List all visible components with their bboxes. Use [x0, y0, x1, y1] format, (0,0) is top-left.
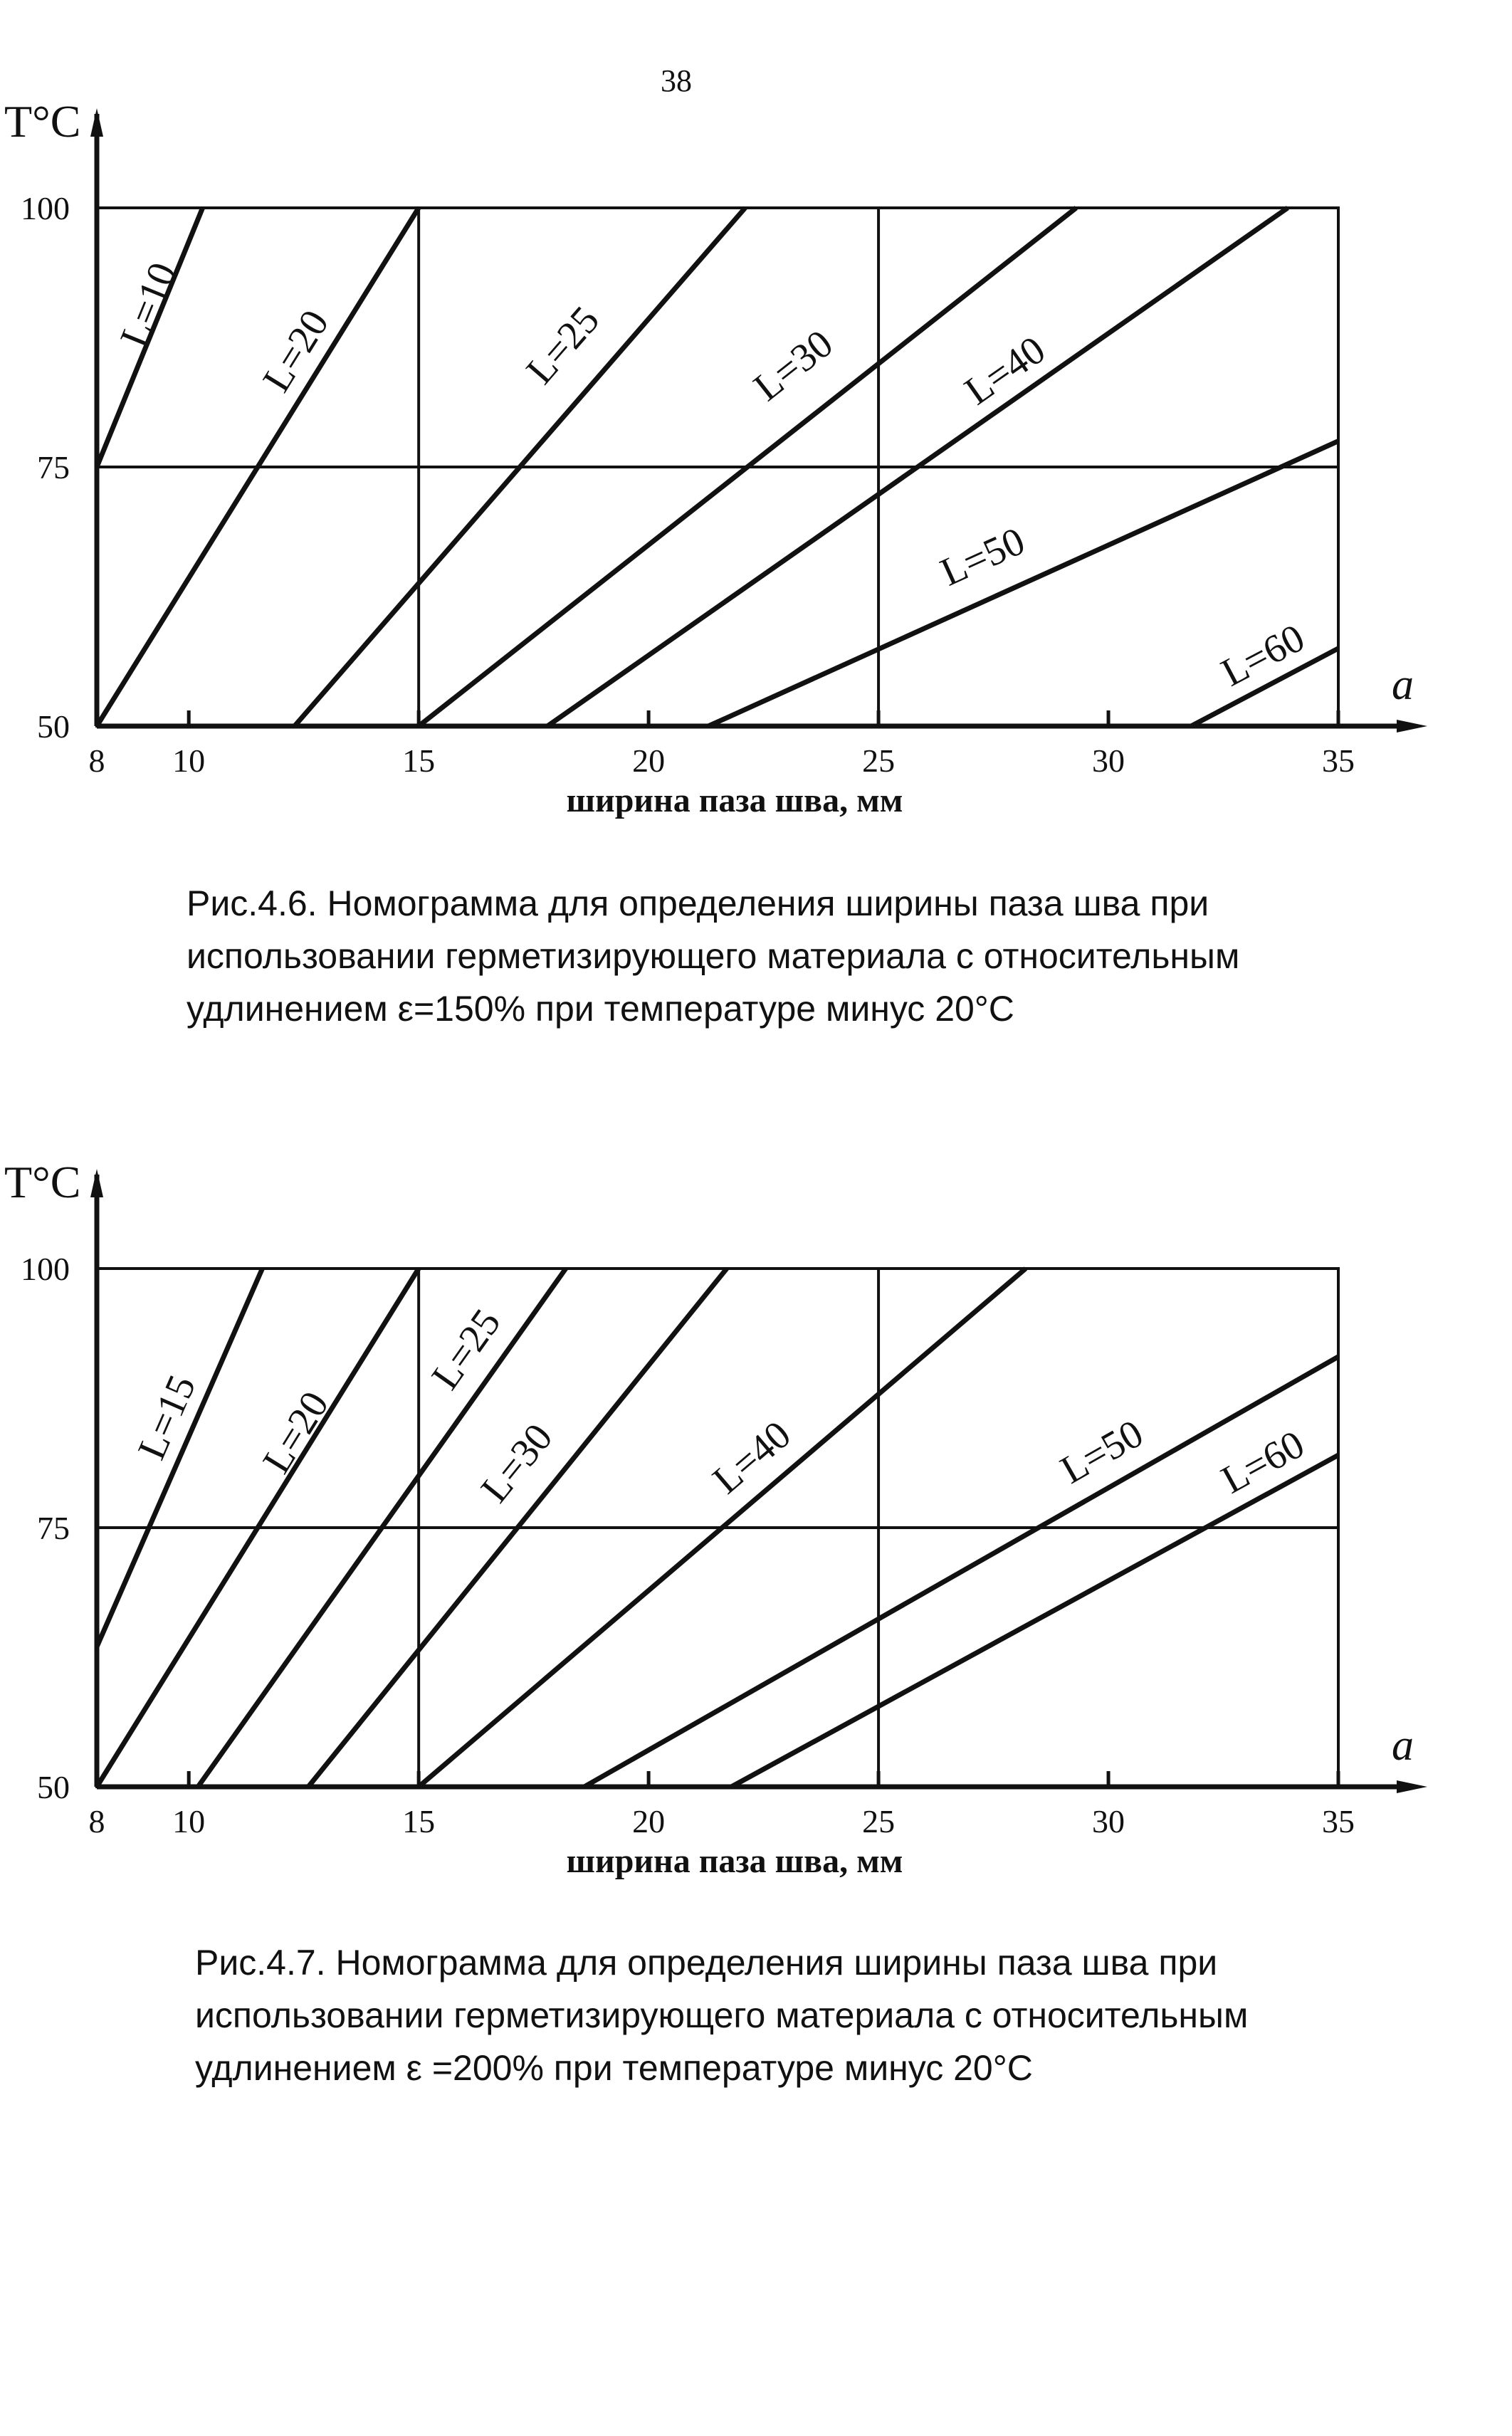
series-label: L=30 [745, 321, 841, 410]
y-tick-label: 75 [37, 449, 70, 485]
x-tick-label: 25 [862, 1803, 896, 1839]
x-tick-label: 35 [1322, 742, 1355, 779]
x-axis-letter: a [1392, 661, 1414, 709]
x-tick-label: 25 [862, 742, 896, 779]
y-tick-label: 100 [21, 1251, 70, 1287]
series-label: L=60 [1214, 616, 1312, 695]
x-tick-label: 10 [172, 1803, 206, 1839]
nomogram-chart-4-6 [0, 93, 1512, 847]
y-axis-arrowhead [90, 108, 103, 137]
x-tick-label: 10 [172, 742, 206, 779]
nomogram-chart-4-7 [0, 1153, 1512, 1908]
y-tick-label: 100 [21, 190, 70, 226]
figure-caption-4-7 [195, 1936, 1405, 2094]
y-axis-arrowhead [90, 1169, 103, 1197]
caption-line: использовании герметизирующего материала с относительным [195, 1995, 1249, 2035]
series-label: L=60 [1214, 1422, 1312, 1503]
series-label: L=40 [704, 1412, 799, 1503]
series-label: L=30 [472, 1415, 562, 1511]
x-tick-label: 30 [1092, 742, 1125, 779]
series-line [731, 1455, 1338, 1787]
y-axis-label: Т°С [4, 1157, 81, 1207]
series-label: L=10 [112, 256, 186, 354]
caption-line: удлинением ε=150% при температуре минус 20°С [187, 989, 1014, 1029]
y-tick-label: 75 [37, 1510, 70, 1546]
x-axis-label: ширина паза шва, мм [566, 1842, 903, 1880]
x-tick-label: 30 [1092, 1803, 1125, 1839]
series-line [97, 1269, 263, 1647]
x-axis-arrowhead [1397, 1780, 1427, 1793]
caption-line: удлинением ε =200% при температуре минус 20°С [195, 2048, 1033, 2088]
x-tick-label: 15 [402, 742, 436, 779]
series-label: L=25 [518, 298, 609, 393]
series-label: L=25 [423, 1301, 510, 1398]
caption-line: Рис.4.7. Номограмма для определения ширины паза шва при [195, 1943, 1218, 1983]
y-axis-label: Т°С [4, 96, 81, 147]
series-label: L=20 [254, 1384, 338, 1481]
x-tick-label: 20 [632, 1803, 666, 1839]
series-line [584, 1357, 1338, 1787]
x-tick-label: 8 [88, 1803, 105, 1839]
series-label: L=20 [254, 303, 338, 400]
y-tick-label: 50 [37, 708, 70, 745]
series-label: L=15 [129, 1368, 205, 1466]
series-label: L=50 [934, 519, 1031, 595]
x-axis-letter: a [1392, 1721, 1414, 1770]
caption-line: Рис.4.6. Номограмма для определения ширины паза шва при [187, 883, 1209, 923]
x-tick-label: 20 [632, 742, 666, 779]
series-label: L=50 [1053, 1411, 1151, 1493]
x-axis-arrowhead [1397, 720, 1427, 733]
y-tick-label: 50 [37, 1769, 70, 1805]
figure-caption-4-6 [187, 877, 1397, 1035]
caption-line: использовании герметизирующего материала с относительным [187, 936, 1240, 976]
series-label: L=40 [957, 327, 1054, 414]
x-axis-label: ширина паза шва, мм [566, 782, 903, 819]
x-tick-label: 15 [402, 1803, 436, 1839]
page-number: 38 [661, 63, 692, 98]
x-tick-label: 8 [88, 742, 105, 779]
x-tick-label: 35 [1322, 1803, 1355, 1839]
